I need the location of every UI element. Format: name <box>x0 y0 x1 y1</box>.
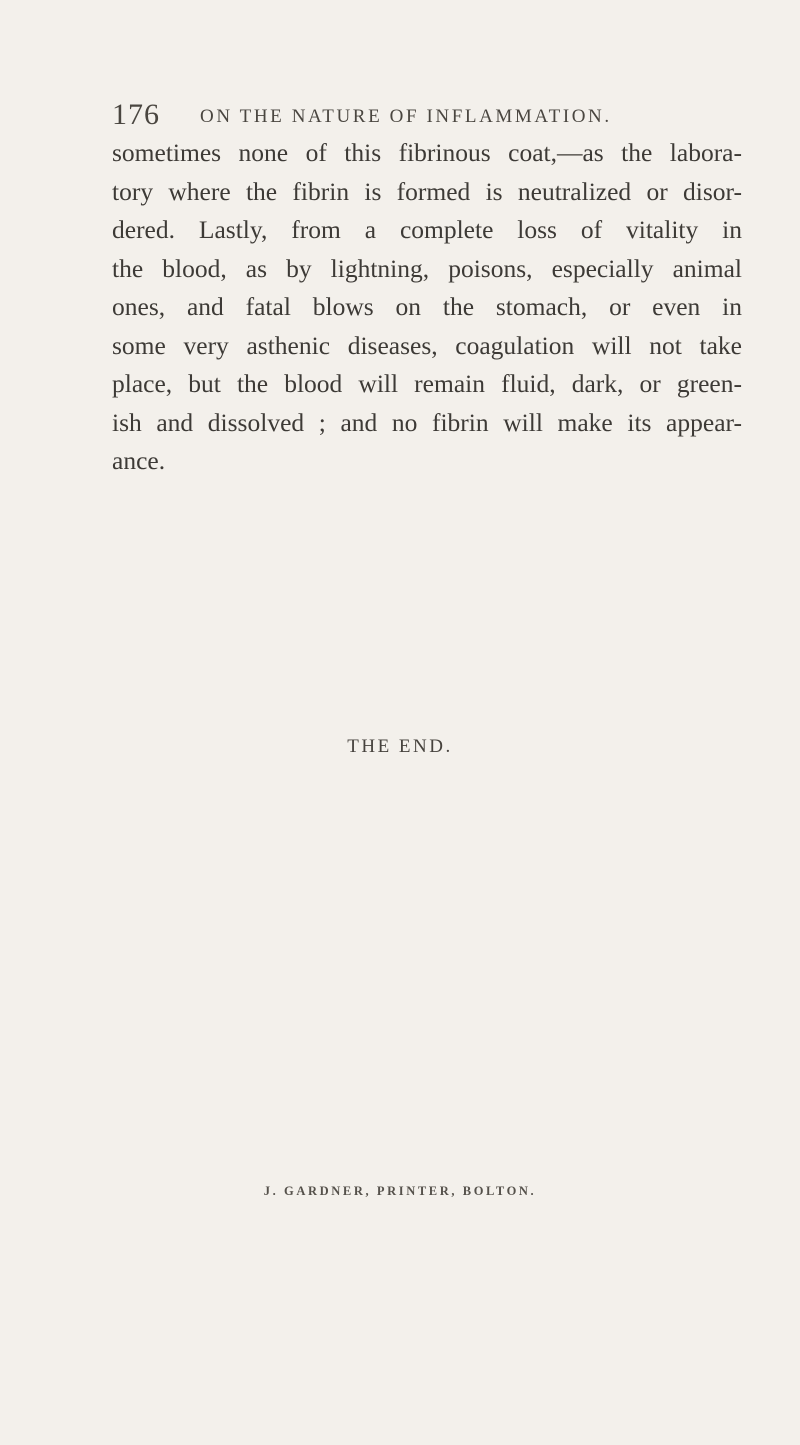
text-line: place, but the blood will remain fluid, dark, or green- <box>112 369 742 398</box>
body-paragraph <box>112 134 742 481</box>
closing-text: THE END. <box>347 736 453 757</box>
text-line: dered. Lastly, from a complete loss of vitality in <box>112 215 742 244</box>
printer-imprint: J. GARDNER, PRINTER, BOLTON. <box>263 1184 537 1198</box>
text-line: ance. <box>112 446 166 475</box>
page-number: 176 <box>112 98 160 131</box>
text-line: ish and dissolved ; and no fibrin will make its appear- <box>112 407 742 437</box>
page-header <box>112 98 732 138</box>
text-line: ones, and fatal blows on the stomach, or even in <box>112 292 742 321</box>
running-head: ON THE NATURE OF INFLAMMATION. <box>200 106 612 127</box>
text-line: some very asthenic diseases, coagulation will not take <box>112 330 742 360</box>
text-line: tory where the fibrin is formed is neutralized or disor- <box>112 176 742 206</box>
text-line: sometimes none of this fibrinous coat,—as the labora- <box>112 138 742 167</box>
text-line: the blood, as by lightning, poisons, especially animal <box>112 253 742 283</box>
